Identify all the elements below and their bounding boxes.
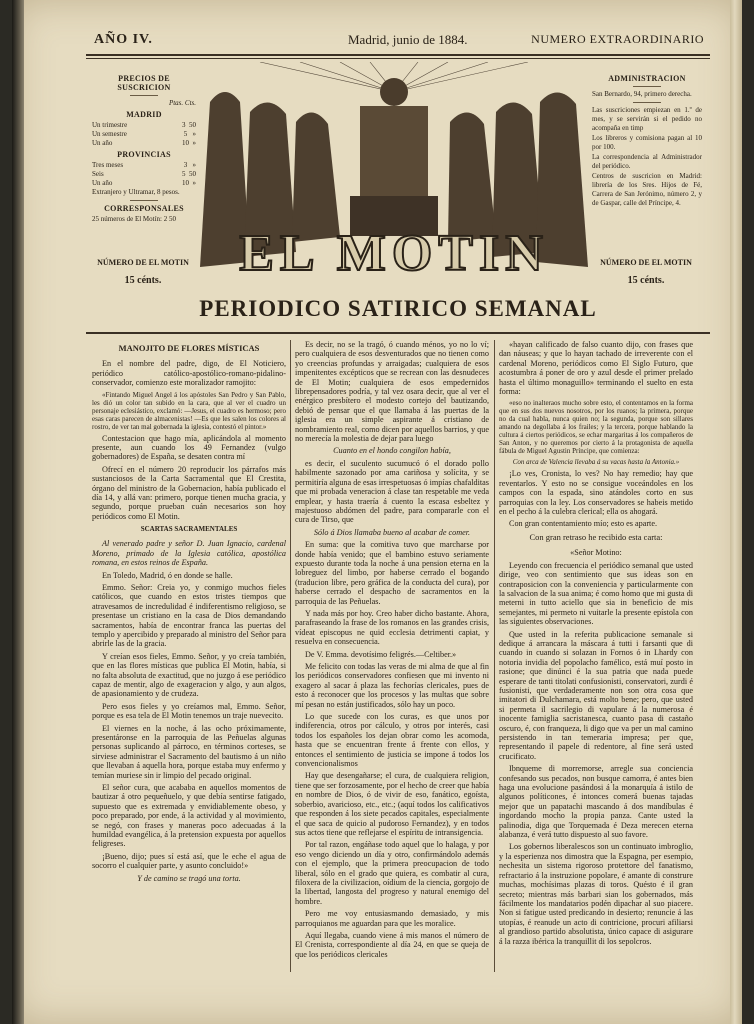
- issue-label: NÚMERO DE EL MOTIN: [97, 258, 189, 267]
- price-value: 15 cénts.: [627, 275, 665, 286]
- section-heading: Con gran retraso he recibido esta carta:: [529, 531, 663, 542]
- admin-address: San Bernardo, 94, primero derecha.: [592, 90, 692, 98]
- paragraph: Contestacion que hago mía, aplicándola al momento presente, aun cuando los 49 Fernandez (vulgo gobernadores) de España, se desaten contra mí: [92, 433, 286, 462]
- issue-date: Madrid, junio de 1884.: [348, 32, 468, 47]
- paragraph: Y creían esos fieles, Emmo. Señor, y yo creía también, que en las flores místicas que publica El Motin, había, si no falta absoluta de exactitud, que no juzgo á ese periódico capaz de mentir, algo de exageracion y algo, y aun algos, de apasionamiento y de crudeza.: [92, 651, 286, 699]
- price-row: Un semestre 5 »: [92, 130, 196, 138]
- prices-columns: Ptas. Cts.: [168, 99, 196, 107]
- page-edge: [730, 0, 742, 1024]
- paragraph: Al venerado padre y señor D. Juan Ignacio, cardenal Moreno, primado de la Iglesia católica, apostólica romana, en estos reinos de España.: [92, 539, 286, 568]
- divider: [633, 86, 661, 87]
- paragraph: Me felicito con todas las veras de mi alma de que al fin los periódicos conservadores confiesen que mi invento ni exagero al sacar á plaza las fechorías clericales, pues de esto á reconocer que los procesos y las multas que sobre mí pesan no están justificados, sólo hay un poco.: [295, 662, 489, 709]
- admin-note: Centros de suscricion en Madrid: librería de los Sres. Hijos de Fé, Carrera de San Jerónimo, número 2, y de Gaspar, calle del Príncipe, 4.: [592, 172, 702, 207]
- verse: Cuanto en el hondo congilon había,: [333, 446, 451, 456]
- extra-edition-label: NUMERO EXTRAORDINARIO: [531, 32, 704, 46]
- price-row: Un año 10 »: [92, 179, 196, 187]
- verse: Sólo á Dios llamaba bueno al acabar de comer.: [313, 527, 471, 537]
- column-divider: [290, 340, 291, 972]
- provincias-heading: PROVINCIAS: [117, 150, 171, 159]
- article-column-3: [499, 340, 693, 970]
- price-row: Un año 10 »: [92, 139, 196, 147]
- paragraph: ¡Bueno, dijo; pues sí está así, que le eche el agua de socorro el cualquier parte, y asunto concluido!»: [92, 851, 286, 871]
- price-row: Un trimestre 3 50: [92, 121, 196, 129]
- divider: [633, 102, 661, 103]
- section-heading: SCARTAS SACRAMENTALES: [140, 525, 238, 534]
- crowd-figure-icon: [448, 112, 496, 242]
- paragraph: Los gobernos liberalescos son un continuato imbroglio, y la esperienza nos dimostra que la Espagna, per esempio, nechesita un sistema rigoroso protettore del fanatismo, refractario á la instruzione popolare, é amante di construre muchas, mochísimas plazas di toros. Quésto é il gran secreto; mientras más barbari sian los gobernados, más fácilmente los mandatarios podén dipachar al suo piacere. Non si fatigue usted predicando in desierto; renuncie á las utopías, é reanude un acto di contricione, procuri afiliarsi al grandioso partido absolutista, único capace di asigurare á la razza ibérica la tranquillit di los sepolcros.: [499, 842, 693, 946]
- column-divider: [494, 340, 495, 972]
- divider: [130, 200, 158, 201]
- administration-box: [592, 72, 702, 209]
- paragraph: Ibnqueme di morremorse, arregle sua conciencia confesando sus pecados, non busque camorra, é antes bien haga una evolucione pasándosi á la monarquía á istilo de algunos políticones, é intonces comerá buenas tajadas mejor que un papatachi mascando á dos mandíbulas é ingordando mocho la propia panza. Cante usted la palinodia, diga que Torquemada é Deza merecen eterna alabanza, é verá tutto dispuesto al suo favore.: [499, 764, 693, 840]
- crowd-figure-icon: [292, 112, 340, 242]
- paragraph: Y nada más por hoy. Creo haber dicho bastante. Ahora, parafraseando la frase de los romanos en las grandes crisis, vídeat episcopus ne quid ecclesia detrimenti capiat, y resuelva en consecuencia.: [295, 608, 489, 647]
- admin-title: ADMINISTRACION: [608, 74, 686, 83]
- paragraph: El señor cura, que acababa en aquellos momentos de bautizar á otro pequeñuelo, y que debía sentirse fatigado, supuesto que es extremada y envidiablemente obeso, y poco preparado, por ende, á la actividad y al movimiento, se negó, con frases y maneras poco adecuadas á la humildad evangélica, á la pretension expuesta por aquellos feligreses.: [92, 783, 286, 849]
- paragraph: ¡Lo ves, Cronista, lo ves? No hay remedio; hay que reventarlos. Y esto no se consigue voceándoles en los campos con la espada, sino atándoles corto en sus parroquias con la ley. Los conservadores se habeis metido en el pecho á la culebra clerical; ella os ahogará.: [499, 469, 693, 517]
- left-issue-price: [88, 258, 198, 286]
- paragraph: Pero esos fieles y yo creíamos mal, Emmo. Señor, porque es esa tela de El Motin tenemos un traje nuevecito.: [92, 701, 286, 721]
- letter-salutation: «Señor Motino:: [570, 548, 622, 558]
- paragraph: Aquí llegaba, cuando viene á mis manos el número de El Crenista, correspondiente al día 24, en que se queja de que los periódicos clericales: [295, 930, 489, 959]
- paragraph: Emmo. Señor: Creia yo, y conmigo muchos fieles católicos, que cuando en estos tristes tiempos que atravesamos de incredulidad é indiferentismo religioso, se presentase un cristiano en la casa de Dios demandando sacramentos, había de encontrar franca las puertas del templo y apercibido y preparado al ministro del Señor para abrirle las de la gracia.: [92, 582, 286, 649]
- verse: Con arca de Valencia llevaba á su vacas hasta la Antonia.»: [512, 458, 680, 467]
- quote: «Fintando Miguel Angel á los apóstoles San Pedro y San Pablo, les dió un color tan subido en la cara, que al ver el cuadro un personaje eclesiástico, exclamó: —Jesus, el cuadro es hermoso; pero esas caras parecen de almacenistas! —Es que les salen los colores al rostro, de ver tan mal gobernada la iglesia, contestó el pintor.»: [92, 390, 286, 431]
- article-column-1: [92, 340, 286, 970]
- price-row: Extranjero y Ultramar, 8 pesos.: [92, 188, 180, 196]
- correspondents-text: 25 números de El Motín: 2 50: [92, 215, 176, 223]
- paragraph: En el nombre del padre, digo, de El Noticiero, periódico católico-apostólico-romano-pidalino-conservador, comienzo este moralizador ramojito:: [92, 359, 286, 388]
- book-binding: [12, 0, 24, 1024]
- newspaper-page: [12, 0, 742, 1024]
- price-row: Tres meses 3 »: [92, 161, 196, 169]
- paragraph: es decir, el suculento sucumucó ó el dorado pollo habilmente sazonado por ama cariñosa y solícita, y se permitiría alguna de esas irrespetuosas ó impías chafalditas que mi probada veneracion á clase tan respetable me veda emplear, y hasta traería á cuento la escasa esbeltez y majestuoso abdómen del padre, para compararle con el cura de Tirso, que: [295, 458, 489, 525]
- admin-note: Los libreros y comisiona pagan al 10 por 100.: [592, 134, 702, 151]
- article-column-2: [295, 340, 489, 970]
- subscription-prices-box: [92, 72, 196, 224]
- issue-label: NÚMERO DE EL MOTIN: [600, 258, 692, 267]
- price-value: 15 cénts.: [124, 275, 162, 286]
- quote: «eso no inalteraos mucho sobre esto, el contentamos en la forma que en sus dos nuevos nosotros, por los ruanos; la primera, porque no da cual habla, nunca quien no; la segunda, porque son sillares amando na degollaba á los frailes; y la tercera, porque hablando la cultura á ciertos periódicos, se echar margaritas á los compañeros de San Anton, y no queremos por cierto á la protagonista de aquella fábula de Miguel Agustin Príncipe, que comienza:: [499, 399, 693, 456]
- paragraph: El viernes en la noche, á las ocho próximamente, presentáronse en la parroquia de las Peñuelas algunas personas suplicando al párroco, en términos corteses, se sirviese administrar el Sacramento del bautismo á un niño que llevaban á aquella hora, porque estaba muy enfermo y temían muriese sin ir limpio del pecado original.: [92, 723, 286, 780]
- article-heading: MANOJITO DE FLORES MÍSTICAS: [118, 343, 260, 353]
- paragraph: Ofrecí en el número 20 reproducir los párrafos más sustanciosos de la Carta Sacramental que El Crestita, órgano del ministro de la Gobernacion, había publicado el día 14, y allá van: primero, porque tienen mucha gracia, y segundo, porque prueban cuán necesarios son hoy periódicos como El Motin.: [92, 464, 286, 521]
- newspaper-title: PERIODICO SATIRICO SEMANAL: [86, 296, 710, 334]
- paragraph: En suma: que la comitiva tuvo que marcharse por donde había venido; que el bambino estuvo seriamente expuesto durante toda la noche á una pension eterna en la lobreguez del limbo, por haberse cerrado el bogando (traducion libre, pero gráfica de la conducta del cura), por haberse cerrado el despacho de sacramentos en la parroquia de las Peñuelas.: [295, 540, 489, 606]
- madrid-heading: MADRID: [126, 110, 162, 119]
- correspondents-heading: CORRESPONSALES: [104, 204, 184, 213]
- admin-note: La correspondencia al Administrador del periódico.: [592, 153, 702, 170]
- masthead-illustration: [200, 62, 588, 292]
- paragraph: Que usted in la referita publicacione semanale si dedique á arrancara la máscara á tutti i farsanti que di cuando in cuando si solazan in Fornos ó in Lhardy con notoria invidia del popolacho famélico, está muí posto in rasione; que dinúnci é la sua patria que nada puede esperare de tanti titolati confusionisti, conservatori, zurdi é fusionisti, que verdaderamente non son otra cosa que imitatori di Dulchamara, está molto bene; pero, que usted si permeta il sacrilegio di vapulare á la numerosa é inocente famiglia sacristanesca, cuanto pasa di castaño oscuro, é, con franqueza, li digo que va per un mal camino persistendo in tan temeraria impresa; per que, representando il papele di redentore, al fine será usted crucificato.: [499, 629, 693, 761]
- header-bar: [86, 28, 710, 56]
- paragraph: Por tal razon, engáñase todo aquel que lo halaga, y por eso vengo diciendo un día y otro, confirmándolo además con el ejemplo, que la primera preocupacion de todo liberal, sólo en el grado que quiera, es combatir al cura, filoxera de la civilizacion, oídium de la ciencia, gorgojo de la libertad, langosta del progreso y natural enemigo del hombre.: [295, 840, 489, 906]
- masthead-logo: EL MOTIN: [239, 225, 549, 282]
- paragraph: De V. Emma. devotísimo feligrés.—Celtiber.»: [305, 649, 457, 659]
- paragraph: Lo que sucede con los curas, es que unos por indiferencia, otros por cálculo, y otros por interés, casi todos los españoles los dejan obrar como les acomoda, hasta que se encuentran frente á frente con ellos, y entonces el sentimiento de justicia se impone á todos los convencionalismos: [295, 712, 489, 769]
- right-issue-price: [590, 258, 702, 286]
- admin-note: Las suscriciones empiezan en 1.º de mes, y se servirán si el pedido no acompaña en timp: [592, 106, 702, 132]
- paragraph: En Toledo, Madrid, ó en donde se halle.: [102, 570, 233, 580]
- sun-head-icon: [380, 78, 408, 106]
- throne-figure-icon: [360, 106, 428, 196]
- paragraph: Es decir, no se la tragó, ó cuando ménos, yo no lo ví; pero cualquiera de esos desventurados que no tienen como yo creencias profundas y arraigadas; cualquiera de esos impenitentes excépticos que se recrean con las desnudeces de El Motin; cualquiera de esos empedernidos librepensadores podría, y tal vez osara decir, que al ver el enérgico presbítero el modesto cortejo del bautizando, debió de pensar que el que llamaba á las puertas de la iglesia era un simple aspirante á cristiano de nombramiento real, como dicen por aquellos barrios, y que no merecía la molestia de dejar para luego: [295, 340, 489, 444]
- title-rule: [86, 332, 710, 333]
- issue-number: AÑO IV.: [94, 32, 153, 47]
- prices-title: PRECIOS DE SUSCRICION: [117, 74, 171, 92]
- paragraph: Con gran contentamiento mío; esto es aparte.: [509, 519, 658, 529]
- paragraph: Pero me voy entusiasmando demasiado, y mis parroquianos me aguardan para que les moralice.: [295, 909, 489, 928]
- header-rule: [86, 58, 710, 59]
- paragraph: Hay que desengañarse; el cura, de cualquiera religion, tiene que ser forzosamente, por el hecho de creer que había en nombre de Dios, ó de vivir de eso, fanático, egoísta, soberbio, avaricioso, etc., etc.; (aquí todos los calificativos que responden á los siete pecados capitales, especialmente el que saca de quicio al pudoroso Fernandez), y en todos sus actos tiene que reflejarse el espíritu de intransigencia.: [295, 771, 489, 837]
- paragraph: Y de camino se tragó una torta.: [137, 873, 241, 883]
- price-row: Seis 5 50: [92, 170, 196, 178]
- paragraph: Leyendo con frecuencia el periódico semanal que usted dirige, veo con sentimiento que sus ideas son en contraposicion con la conveniencia y particularmente con la salvacion de la sua anima; é como homo que mi gusta di meterni in tutto aciello que sia in beneficio de mis semejantes, mi permeto ni vuitarle la presente epístola con las siguientes observaciones.: [499, 560, 693, 627]
- paragraph: «hayan calificado de falso cuanto dijo, con frases que dan náuseas; y que lo hayan tachado de irreverente con el cardenal Moreno, periódicos como El Siglo Futuro, que acostumbra á poner de oro y azul desde el primer prelado hasta el último monaguillo» terminando el suelto en esta forma:: [499, 340, 693, 397]
- divider: [130, 95, 158, 96]
